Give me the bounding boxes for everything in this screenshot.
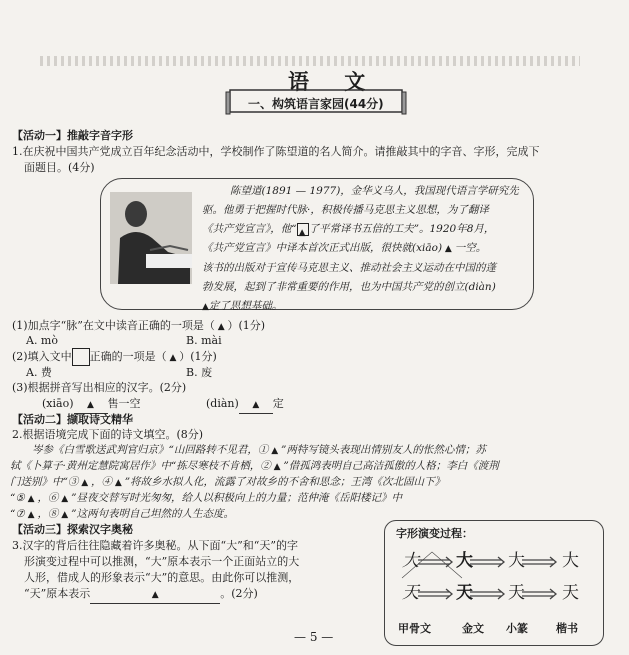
label-oracle-bone: 甲骨文 xyxy=(398,622,431,635)
fill-blank-7[interactable]: ▲ xyxy=(24,510,38,520)
sub1-text: (1)加点字“脉”在文中读音正确的一项是（ xyxy=(12,319,215,332)
evolution-title: 字形演变过程： xyxy=(396,527,473,540)
bio-line-2b: ，积极传播马克思主义思想，为了翻译 xyxy=(310,204,489,216)
poem-text: ，⑥ xyxy=(37,492,59,504)
sub2-question xyxy=(12,348,217,366)
label-bronze: 金文 xyxy=(462,622,484,635)
dotted-char-mark: · xyxy=(307,204,311,216)
label-small-seal: 小篆 xyxy=(506,622,528,635)
glyph-tian-regular: 天 xyxy=(562,583,579,603)
activity1-heading: 【活动一】推敲字音字形 xyxy=(12,129,133,142)
portrait-photo xyxy=(110,192,192,284)
bio-line-6: 勃发展，起到了非常重要的作用，也为中国共产党的创立(diàn) xyxy=(202,281,496,293)
activity2-heading: 【活动二】撷取诗文精华 xyxy=(12,413,133,426)
glyph-da-bronze: 大 xyxy=(456,551,473,571)
q3-line-1: 3.汉字的背后往往隐藏着许多奥秘。从下面“大”和“天”的字 xyxy=(12,539,298,552)
q3-line-4 xyxy=(24,586,258,604)
poem-text: ”昼夜交替写时光匆匆，给人以积极向上的力量；范仲淹《岳阳楼记》中 xyxy=(71,492,402,504)
q1-prompt-line1: 1.在庆祝中国共产党成立百年纪念活动中，学校制作了陈望道的名人简介。请推敲其中的字音、字形，完成下 xyxy=(12,145,540,158)
activity3-heading: 【活动三】探索汉字奥秘 xyxy=(12,523,133,536)
q3-line-2: 形演变过程中可以推测，“大”原本表示一个正面站立的大 xyxy=(24,555,300,568)
poem-text: ，⑧ xyxy=(37,508,59,520)
label-regular-script: 楷书 xyxy=(556,622,578,635)
sub2-text-b: 正确的一项是（ xyxy=(89,350,167,363)
fill-blank-2[interactable]: ▲ xyxy=(270,462,284,472)
blank-box xyxy=(72,348,90,366)
glyph-tian-oracle: 天 xyxy=(402,583,419,603)
blank-marker[interactable]: ▲ xyxy=(442,244,455,254)
scan-artifact-stripe xyxy=(40,56,580,66)
bio-line-2: 驱。他勇于把握时代脉 xyxy=(202,204,307,216)
answer-blank[interactable]: ▲ xyxy=(239,396,273,414)
word-shou-yi-kong: 售一空 xyxy=(107,397,141,410)
bio-line-3b: 了平常译书五倍的工夫”。1920年8月， xyxy=(308,223,495,235)
poem-text: 轼《卜算子·黄州定慧院寓居作》中“拣尽寒枝不肯栖，② xyxy=(10,460,271,472)
sub2-option-b[interactable]: B. 废 xyxy=(186,366,213,379)
glyph-tian-seal: 天 xyxy=(508,583,525,603)
fill-blank-6[interactable]: ▲ xyxy=(58,494,72,504)
sub2-text-a: (2)填入文中 xyxy=(12,350,72,363)
answer-blank[interactable]: ▲ xyxy=(74,396,108,414)
page-title: 语 文 xyxy=(288,69,380,94)
blank-marker[interactable]: ▲ xyxy=(202,302,209,312)
answer-marker[interactable]: ▲ xyxy=(166,353,180,363)
fill-blank-3[interactable]: ▲ xyxy=(78,478,92,488)
poem-text: 岑参《白雪歌送武判官归京》“山回路转不见君，① xyxy=(32,444,269,456)
glyph-da-seal: 大 xyxy=(508,551,525,571)
sub1-option-b[interactable]: B. mài xyxy=(186,334,222,347)
fill-blank-5[interactable]: ▲ xyxy=(24,494,38,504)
q2-prompt: 2.根据语境完成下面的诗文填空。(8分) xyxy=(12,428,204,441)
page-number: — 5 — xyxy=(294,630,334,644)
poem-text: ”将故乡水拟人化，流露了对故乡的不舍和思念；王湾《次北固山下》 xyxy=(124,476,446,488)
poem-text: ”两特写镜头表现出情别友人的怅然心情；苏 xyxy=(281,444,486,456)
answer-blank[interactable]: ▲ xyxy=(90,586,220,604)
poem-text: “⑦ xyxy=(10,508,25,520)
fill-blank-4[interactable]: ▲ xyxy=(112,478,125,488)
word-ding: 定 xyxy=(272,397,284,410)
section-banner: 一、构筑语言家园(44分) xyxy=(248,97,384,111)
bio-line-7: 定了思想基础。 xyxy=(208,300,283,312)
poem-text: ”借孤鸿表明自己高洁孤傲的人格；李白《渡荆 xyxy=(283,460,499,472)
bio-line-5: 该书的出版对于宣传马克思主义、推动社会主义运动在中国的蓬 xyxy=(202,262,496,274)
q3-line-4-end: 。(2分) xyxy=(220,587,258,600)
fill-blank-8[interactable]: ▲ xyxy=(58,510,72,520)
sub3-question: (3)根据拼音写出相应的汉字。(2分) xyxy=(12,381,187,394)
sub1-option-a[interactable]: A. mò xyxy=(26,334,58,347)
poem-line-2 xyxy=(10,458,610,475)
pinyin-dian: (diàn) xyxy=(206,397,239,410)
poem-line-3 xyxy=(10,474,610,491)
bio-line-3a: 《共产党宣言》，他“ xyxy=(202,223,297,235)
poem-line-4 xyxy=(10,490,610,507)
bio-line-1: 陈望道(1891 — 1977)，金华义乌人，我国现代语言学研究先 xyxy=(230,185,519,197)
answer-marker[interactable]: ▲ xyxy=(214,322,228,332)
q3-line-4-text: “天”原本表示 xyxy=(24,587,91,600)
poem-text: “⑤ xyxy=(10,492,25,504)
glyph-tian-bronze: 天 xyxy=(456,583,473,603)
glyph-da-oracle: 大 xyxy=(402,551,419,571)
poem-text: ”这两句表明自己坦然的人生态度。 xyxy=(71,508,234,520)
bio-text xyxy=(202,182,522,317)
fill-blank-1[interactable]: ▲ xyxy=(268,446,282,456)
q1-prompt-line2: 面题目。(4分) xyxy=(24,161,95,174)
sub3-item2 xyxy=(206,396,284,414)
sub2-end: ）(1分) xyxy=(179,350,217,363)
pinyin-xiao: (xiāo) xyxy=(42,397,74,410)
sub1-end: ）(1分) xyxy=(227,319,266,332)
poem-text: 门送别》中“③ xyxy=(10,476,79,488)
blank-box[interactable]: ▲ xyxy=(297,223,309,236)
bio-line-4b: 一空。 xyxy=(454,242,487,254)
sub2-option-a[interactable]: A. 费 xyxy=(26,366,52,379)
glyph-da-regular: 大 xyxy=(562,551,579,571)
poem-text: ，④ xyxy=(91,476,113,488)
bio-line-4: 《共产党宣言》中译本首次正式出版，很快就(xiāo) xyxy=(202,242,443,254)
q3-line-3: 人形，借成人的形象表示“大”的意思。由此你可以推测， xyxy=(24,571,300,584)
poem-line-1 xyxy=(10,442,629,459)
